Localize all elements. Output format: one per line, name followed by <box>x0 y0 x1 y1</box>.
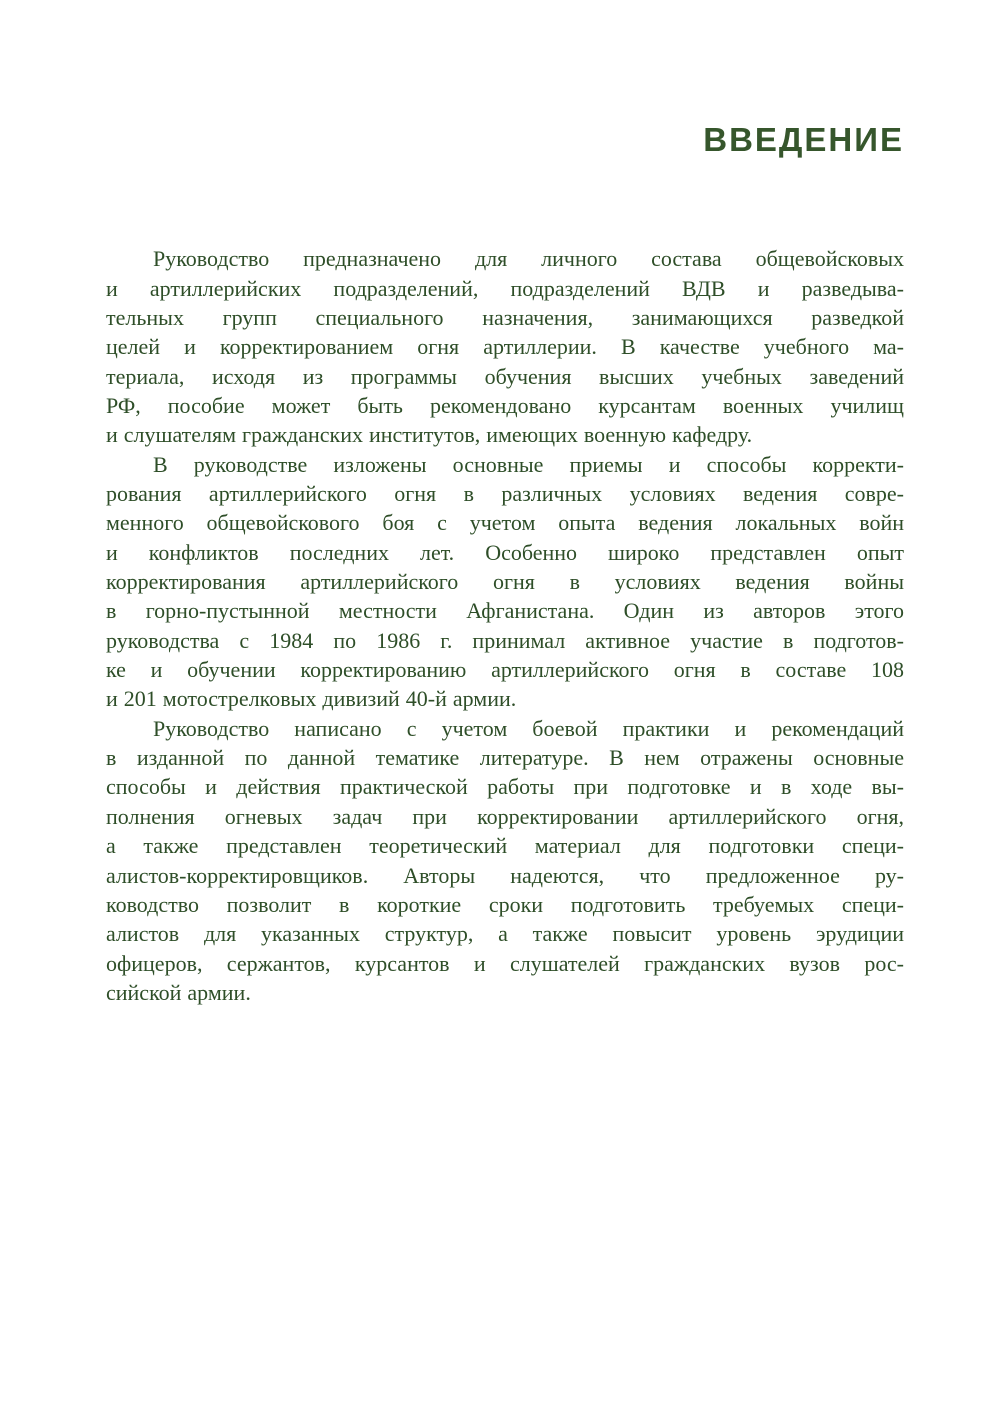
text-line: алистов для указанных структур, а также повысит уровень эрудиции <box>106 921 904 947</box>
text-line: офицеров, сержантов, курсантов и слушателей гражданских вузов рос- <box>106 950 904 976</box>
text-line: териала, исходя из программы обучения высших учебных заведений <box>106 363 904 389</box>
text-line: и 201 мотострелковых дивизий 40-й армии. <box>106 686 517 712</box>
text-line: сийской армии. <box>106 979 251 1005</box>
text-line: корректирования артиллерийского огня в условиях ведения войны <box>106 569 904 595</box>
paragraphs-container <box>106 244 904 1007</box>
paragraph <box>106 244 904 449</box>
text-line: в горно-пустынной местности Афганистана. Один из авторов этого <box>106 598 904 624</box>
text-line: и слушателям гражданских институтов, имеющих военную кафедру. <box>106 422 753 448</box>
text-line: В руководстве изложены основные приемы и способы корректи- <box>153 451 904 477</box>
paragraph <box>106 714 904 1007</box>
text-line: руководства с 1984 по 1986 г. принимал активное участие в подготов- <box>106 627 904 653</box>
text-line: менного общевойскового боя с учетом опыта ведения локальных войн <box>106 510 904 536</box>
paragraph <box>106 450 904 714</box>
text-line: Руководство написано с учетом боевой практики и рекомендаций <box>153 715 904 741</box>
text-line: тельных групп специального назначения, занимающихся разведкой <box>106 304 904 330</box>
text-line: и артиллерийских подразделений, подразделений ВДВ и разведыва- <box>106 275 904 301</box>
text-line: ководство позволит в короткие сроки подготовить требуемых специ- <box>106 891 904 917</box>
text-line: и конфликтов последних лет. Особенно широко представлен опыт <box>106 539 904 565</box>
text-line: ке и обучении корректированию артиллерийского огня в составе 108 <box>106 657 904 683</box>
text-line: РФ, пособие может быть рекомендовано курсантам военных училищ <box>106 393 904 419</box>
text-line: способы и действия практической работы при подготовке и в ходе вы- <box>106 774 904 800</box>
text-line: рования артиллерийского огня в различных условиях ведения совре- <box>106 481 904 507</box>
text-line: полнения огневых задач при корректировании артиллерийского огня, <box>106 803 904 829</box>
page-heading: ВВЕДЕНИЕ <box>703 121 904 158</box>
text-line: Руководство предназначено для личного состава общевойсковых <box>153 246 904 272</box>
text-line: а также представлен теоретический материал для подготовки специ- <box>106 833 904 859</box>
text-line: в изданной по данной тематике литературе. В нем отражены основные <box>106 745 904 771</box>
text-line: целей и корректированием огня артиллерии. В качестве учебного ма- <box>106 334 904 360</box>
text-line: алистов-корректировщиков. Авторы надеются, что предложенное ру- <box>106 862 904 888</box>
